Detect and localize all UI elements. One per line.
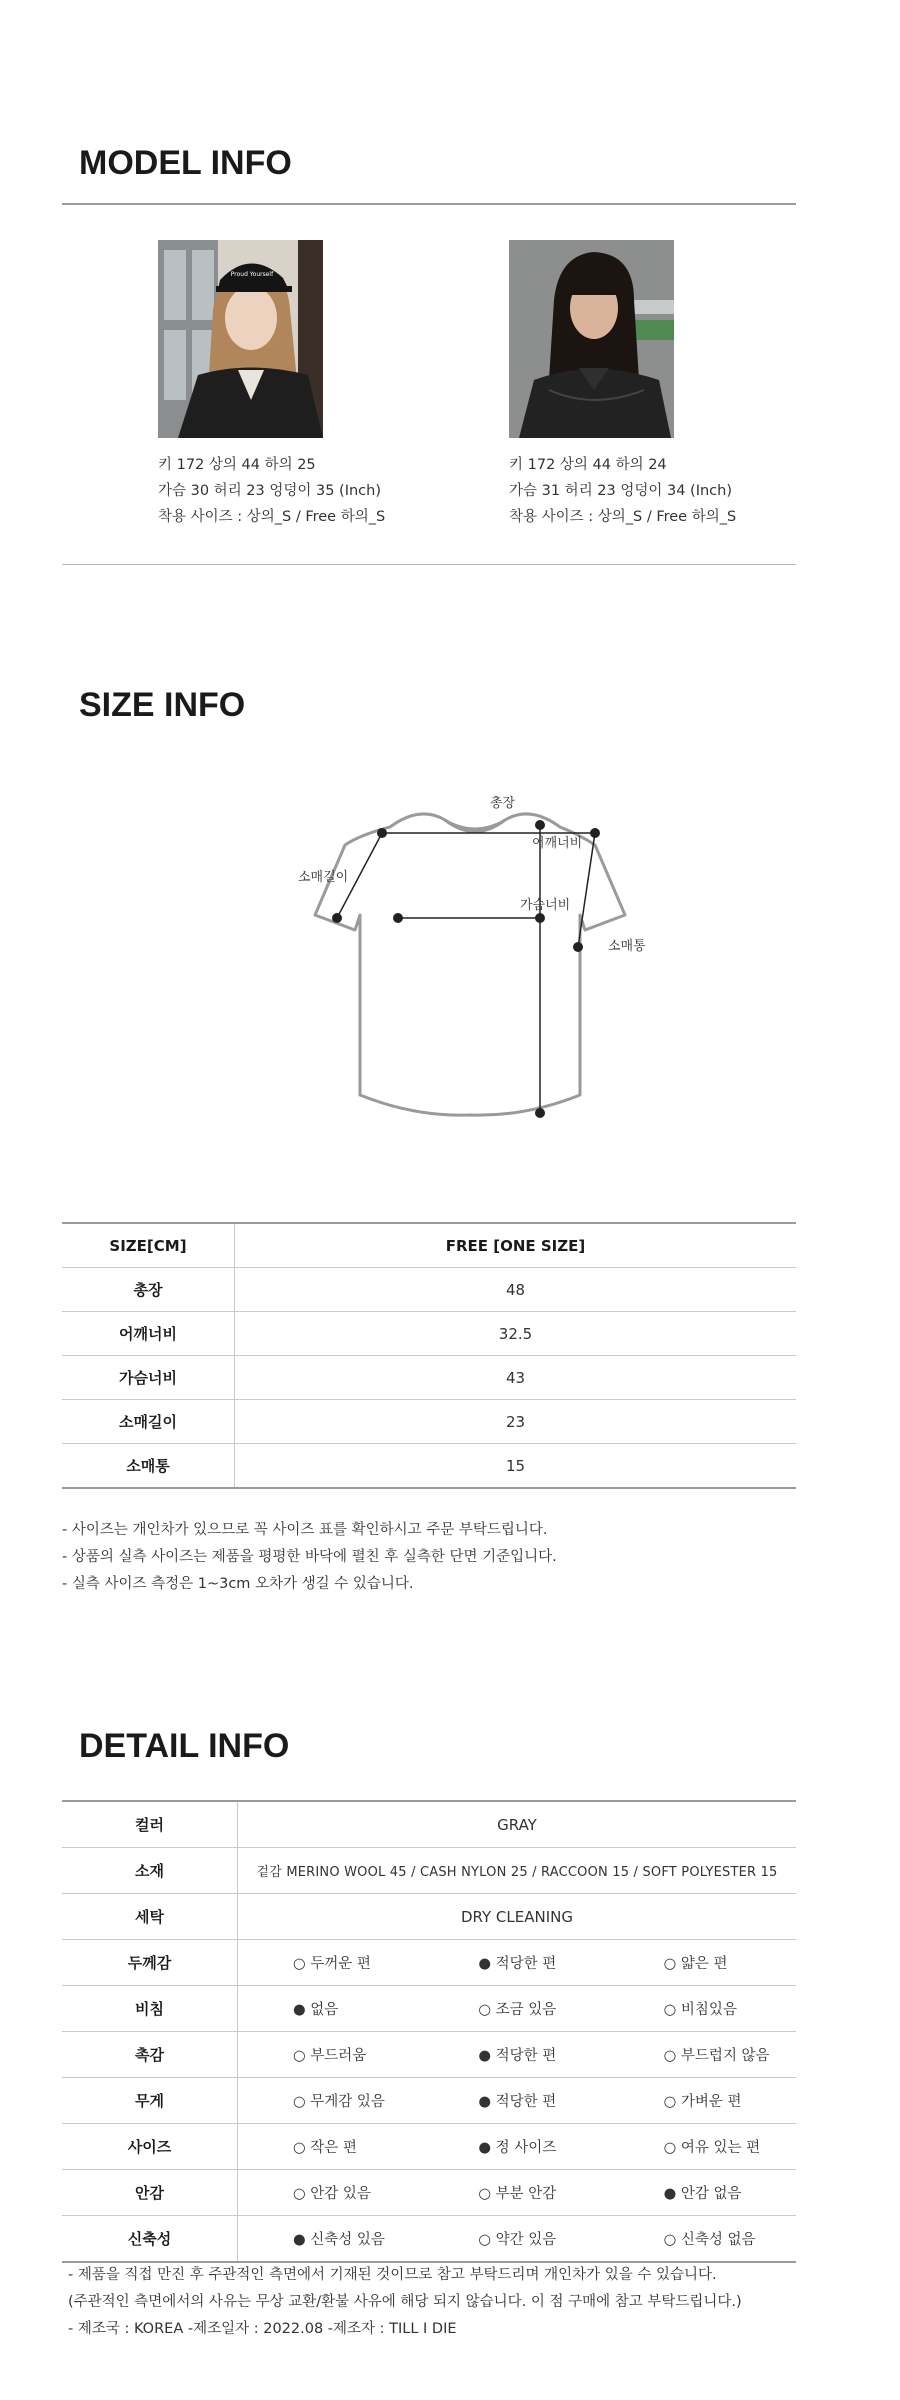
- note-line: - 상품의 실측 사이즈는 제품을 평평한 바닥에 펼친 후 실측한 단면 기준입니다.: [62, 1549, 557, 1565]
- label-shoulder: 어깨너비: [532, 836, 583, 851]
- row-key: 비침: [62, 1986, 238, 2032]
- table-row: [62, 2124, 796, 2170]
- table-header-row: [62, 1223, 796, 1268]
- model-2-body: 키 172 상의 44 하의 24: [509, 457, 667, 473]
- option: ○ 무게감 있음: [293, 2094, 385, 2110]
- row-value: 15: [235, 1444, 797, 1489]
- model-info-title: MODEL INFO: [79, 144, 292, 182]
- table-row: [62, 1848, 796, 1894]
- row-key: 가슴너비: [62, 1356, 235, 1400]
- option: ○ 비침있음: [663, 2002, 737, 2018]
- option: ○ 가벼운 편: [663, 2094, 742, 2110]
- row-key: 컬러: [62, 1801, 238, 1848]
- label-sleeve-length: 소매길이: [298, 870, 349, 885]
- row-value: 23: [235, 1400, 797, 1444]
- option: ○ 조금 있음: [478, 2002, 557, 2018]
- table-row: [62, 1801, 796, 1848]
- option: ○ 부드럽지 않음: [663, 2048, 770, 2064]
- footer-line: - 제품을 직접 만진 후 주관적인 측면에서 기재된 것이므로 참고 부탁드리며 개인차가 있을 수 있습니다.: [68, 2267, 717, 2283]
- row-key: 총장: [62, 1268, 235, 1312]
- option: ● 없음: [293, 2002, 339, 2018]
- option: ● 정 사이즈: [478, 2140, 557, 2156]
- option: ○ 약간 있음: [478, 2232, 557, 2248]
- table-row: [62, 2216, 796, 2263]
- row-value: GRAY: [238, 1801, 797, 1848]
- table-row: [62, 1400, 796, 1444]
- row-key: 사이즈: [62, 2124, 238, 2170]
- row-key: 신축성: [62, 2216, 238, 2263]
- model-card-2: [509, 240, 809, 530]
- option: ● 안감 없음: [663, 2186, 742, 2202]
- row-key: 안감: [62, 2170, 238, 2216]
- model-card-1: [158, 240, 458, 530]
- label-length: 총장: [490, 796, 516, 811]
- model-1-body: 키 172 상의 44 하의 25: [158, 457, 316, 473]
- row-value: 32.5: [235, 1312, 797, 1356]
- option: ● 적당한 편: [478, 1956, 557, 1972]
- table-row: [62, 1268, 796, 1312]
- model-photo-1: [158, 240, 323, 438]
- option: ○ 여유 있는 편: [663, 2140, 761, 2156]
- row-value: 48: [235, 1268, 797, 1312]
- option: ○ 얇은 편: [663, 1956, 728, 1972]
- model-2-measure: 가슴 31 허리 23 엉덩이 34 (Inch): [509, 483, 732, 499]
- size-header-key: SIZE[CM]: [62, 1223, 235, 1268]
- table-row: [62, 1894, 796, 1940]
- option: ○ 두꺼운 편: [293, 1956, 371, 1972]
- row-key: 어깨너비: [62, 1312, 235, 1356]
- footer-line: - 제조국 : KOREA -제조일자 : 2022.08 -제조자 : TILL I DIE: [68, 2321, 457, 2337]
- table-row: [62, 2032, 796, 2078]
- detail-info-title: DETAIL INFO: [79, 1727, 290, 1765]
- table-row: [62, 1986, 796, 2032]
- detail-footer: [68, 2262, 742, 2343]
- row-key: 소매길이: [62, 1400, 235, 1444]
- option: ○ 안감 있음: [293, 2186, 371, 2202]
- size-diagram: [280, 775, 660, 1135]
- model-1-wearing: 착용 사이즈 : 상의_S / Free 하의_S: [158, 509, 386, 525]
- table-row: [62, 1444, 796, 1489]
- row-key: 무게: [62, 2078, 238, 2124]
- row-key: 촉감: [62, 2032, 238, 2078]
- label-sleeve-width: 소매통: [608, 939, 646, 954]
- divider: [62, 564, 796, 565]
- row-value: 43: [235, 1356, 797, 1400]
- model-2-wearing: 착용 사이즈 : 상의_S / Free 하의_S: [509, 509, 737, 525]
- option: ○ 부드러움: [293, 2048, 367, 2064]
- note-line: - 실측 사이즈 측정은 1~3cm 오차가 생길 수 있습니다.: [62, 1576, 414, 1592]
- table-row: [62, 2078, 796, 2124]
- table-row: [62, 1356, 796, 1400]
- size-table: [62, 1222, 796, 1489]
- note-line: - 사이즈는 개인차가 있으므로 꼭 사이즈 표를 확인하시고 주문 부탁드립니다.: [62, 1522, 548, 1538]
- row-key: 세탁: [62, 1894, 238, 1940]
- row-key: 소매통: [62, 1444, 235, 1489]
- row-key: 소재: [62, 1848, 238, 1894]
- option: ○ 신축성 없음: [663, 2232, 756, 2248]
- option: ● 적당한 편: [478, 2094, 557, 2110]
- size-header-value: FREE [ONE SIZE]: [235, 1223, 797, 1268]
- option: ● 신축성 있음: [293, 2232, 385, 2248]
- table-row: [62, 1940, 796, 1986]
- row-key: 두께감: [62, 1940, 238, 1986]
- size-notes: [62, 1517, 557, 1598]
- table-row: [62, 2170, 796, 2216]
- option: ○ 부분 안감: [478, 2186, 557, 2202]
- cap-logo: Proud Yourself: [230, 271, 274, 278]
- row-value: 겉감 MERINO WOOL 45 / CASH NYLON 25 / RACCOON 15 / SOFT POLYESTER 15: [238, 1848, 797, 1894]
- row-value: DRY CLEANING: [238, 1894, 797, 1940]
- model-1-measure: 가슴 30 허리 23 엉덩이 35 (Inch): [158, 483, 381, 499]
- option: ○ 작은 편: [293, 2140, 357, 2156]
- divider: [62, 203, 796, 205]
- label-chest: 가슴너비: [520, 898, 571, 913]
- model-photo-2: [509, 240, 674, 438]
- size-info-title: SIZE INFO: [79, 686, 246, 724]
- footer-line: (주관적인 측면에서의 사유는 무상 교환/환불 사유에 해당 되지 않습니다. 이 점 구매에 참고 부탁드립니다.): [68, 2294, 742, 2310]
- option: ● 적당한 편: [478, 2048, 557, 2064]
- table-row: [62, 1312, 796, 1356]
- detail-table: [62, 1800, 796, 2263]
